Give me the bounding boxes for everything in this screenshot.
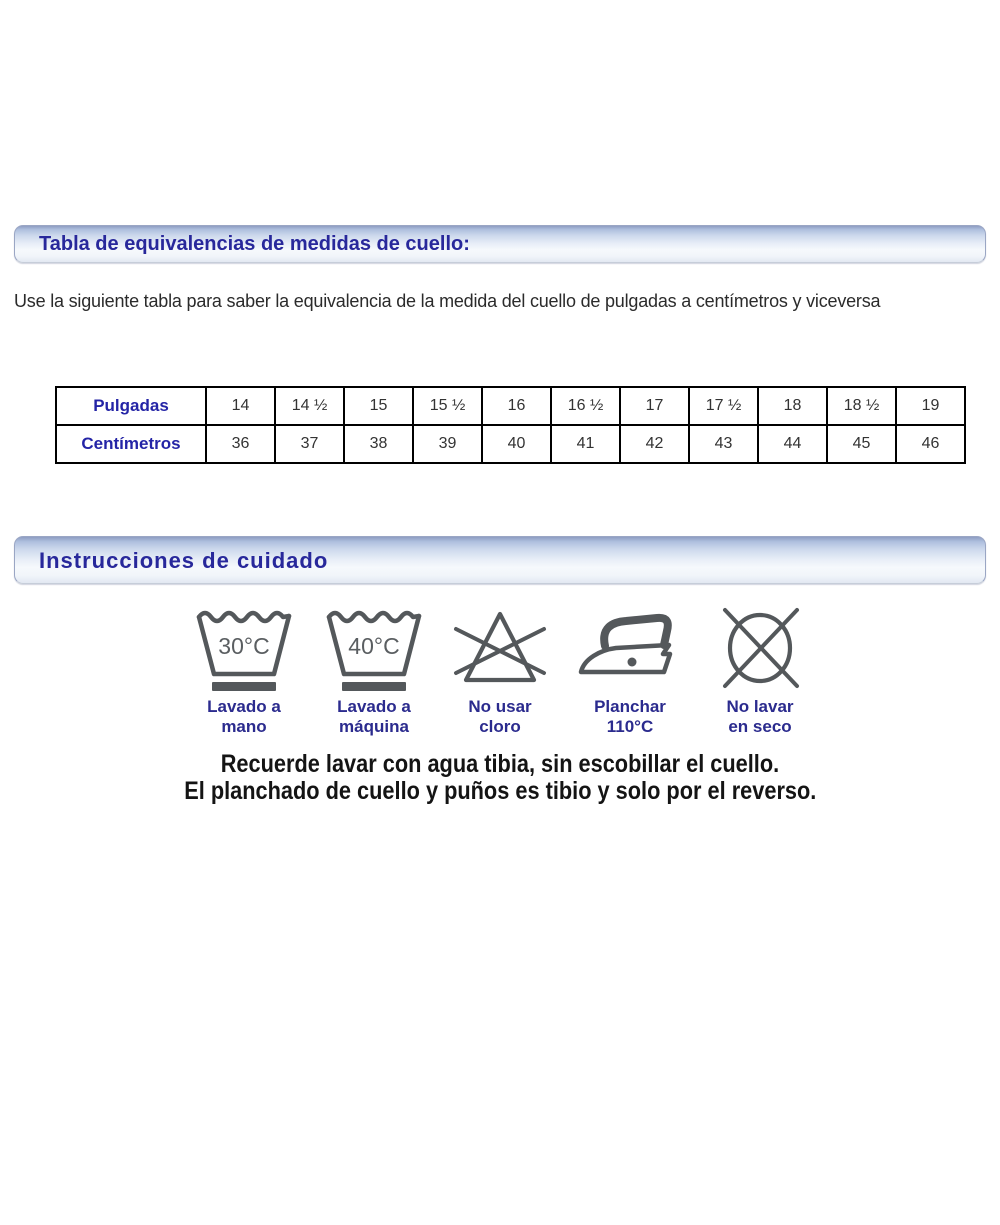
table-cell: 43	[689, 425, 758, 463]
table-cell: 16	[482, 387, 551, 425]
care-note	[0, 751, 1000, 805]
care-icons-row	[0, 604, 1000, 737]
table-cell: 15	[344, 387, 413, 425]
iron-icon-box	[574, 604, 686, 692]
row-header-pulgadas: Pulgadas	[56, 387, 206, 425]
no-dry-clean-icon	[712, 604, 808, 692]
care-label-no-bleach: No usar cloro	[468, 697, 532, 736]
table-row-pulgadas	[56, 387, 965, 425]
care-item-no-bleach	[452, 604, 548, 737]
table-cell: 37	[275, 425, 344, 463]
care-label-machine-wash: Lavado a máquina	[337, 697, 411, 736]
table-cell: 46	[896, 425, 965, 463]
table-cell: 17	[620, 387, 689, 425]
table-cell: 39	[413, 425, 482, 463]
section-title-instrucciones: Instrucciones de cuidado	[39, 548, 329, 573]
page	[0, 225, 1000, 805]
table-cell: 38	[344, 425, 413, 463]
intro-text: Use la siguiente tabla para saber la equivalencia de la medida del cuello de pulgadas a centímetros y viceversa	[14, 291, 881, 311]
machine-wash-tub-icon-box	[322, 604, 426, 692]
care-label-handwash: Lavado a mano	[207, 697, 281, 736]
table-row-centimetros	[56, 425, 965, 463]
no-bleach-icon-box	[452, 604, 548, 692]
iron-icon	[574, 606, 686, 690]
section-header-tabla	[14, 225, 986, 263]
size-equivalence-table	[55, 386, 966, 464]
care-label-iron: Planchar 110°C	[594, 697, 666, 736]
handwash-tub-icon-box	[192, 604, 296, 692]
table-cell: 17 ½	[689, 387, 758, 425]
no-dry-clean-icon-box	[712, 604, 808, 692]
table-cell: 40	[482, 425, 551, 463]
care-item-no-dry-clean	[712, 604, 808, 737]
table-cell: 14	[206, 387, 275, 425]
table-cell: 14 ½	[275, 387, 344, 425]
row-header-centimetros: Centímetros	[56, 425, 206, 463]
care-item-machine-wash	[322, 604, 426, 737]
no-bleach-icon	[452, 606, 548, 690]
table-cell: 36	[206, 425, 275, 463]
section-title-tabla: Tabla de equivalencias de medidas de cuello:	[39, 233, 470, 255]
table-cell: 16 ½	[551, 387, 620, 425]
table-cell: 42	[620, 425, 689, 463]
table-cell: 15 ½	[413, 387, 482, 425]
table-cell: 41	[551, 425, 620, 463]
wash-temp-label: 40°C	[348, 633, 400, 659]
section-header-instrucciones	[14, 536, 986, 584]
table-cell: 19	[896, 387, 965, 425]
table-cell: 45	[827, 425, 896, 463]
handwash-tub-icon	[192, 604, 296, 692]
care-item-handwash	[192, 604, 296, 737]
care-label-no-dry-clean: No lavar en seco	[726, 697, 794, 736]
table-cell: 18	[758, 387, 827, 425]
table-cell: 18 ½	[827, 387, 896, 425]
table-cell: 44	[758, 425, 827, 463]
wash-temp-label: 30°C	[218, 633, 270, 659]
care-item-iron	[574, 604, 686, 737]
care-note-line2: El planchado de cuello y puños es tibio y solo por el reverso.	[183, 777, 817, 805]
care-note-line1: Recuerde lavar con agua tibia, sin escobillar el cuello.	[220, 750, 780, 778]
machine-wash-tub-icon	[322, 604, 426, 692]
